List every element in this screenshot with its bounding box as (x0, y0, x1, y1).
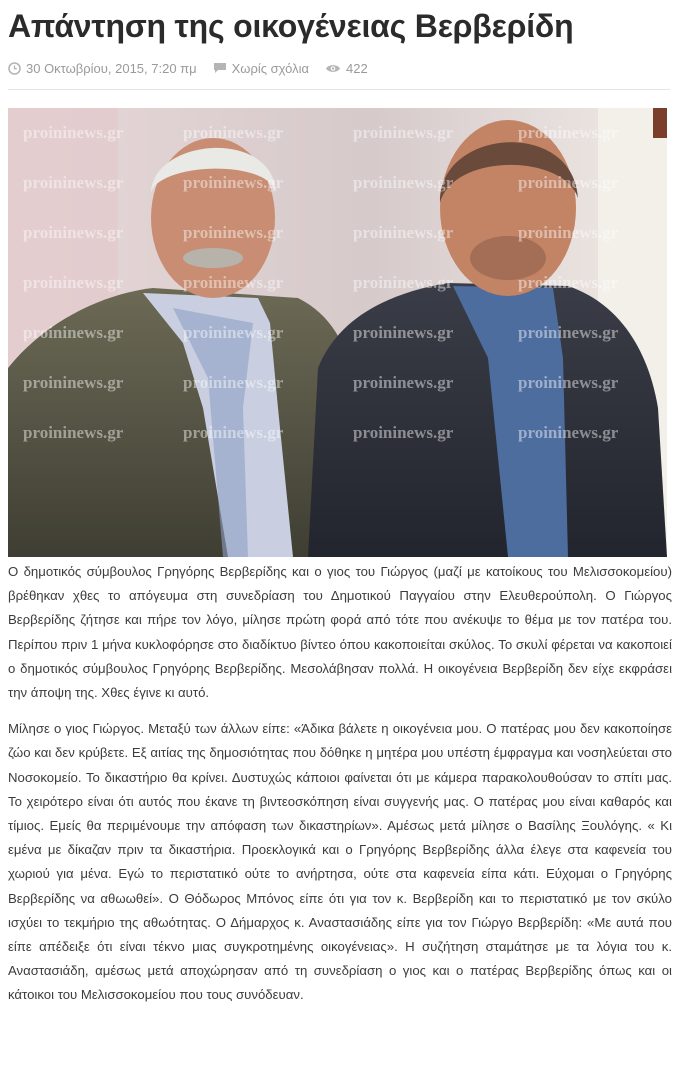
svg-text:proininews.gr: proininews.gr (23, 173, 124, 192)
svg-text:proininews.gr: proininews.gr (518, 273, 619, 292)
svg-text:proininews.gr: proininews.gr (23, 423, 124, 442)
divider (8, 89, 670, 90)
article-meta (8, 58, 378, 78)
svg-text:proininews.gr: proininews.gr (183, 223, 284, 242)
svg-text:proininews.gr: proininews.gr (353, 323, 454, 342)
article-title: Απάντηση της οικογένειας Βερβερίδη (8, 8, 574, 44)
meta-date-text: 30 Οκτωβρίου, 2015, 7:20 πμ (26, 60, 197, 76)
meta-comments-text[interactable]: Χωρίς σχόλια (231, 60, 309, 76)
svg-text:proininews.gr: proininews.gr (353, 223, 454, 242)
paragraph: Μίλησε ο γιος Γιώργος. Μεταξύ των άλλων είπε: «Άδικα βάλετε η οικογένεια μου. Ο πατέρας μου δεν κακοποίησε ζώο και δεν κρύβετε. Εξ αιτίας της δημοσιότητας που δόθηκε η μητέρα μου υπέστη έμφραγμα και νοσηλεύεται στο Νοσοκομείο. Το δικαστήριο θα κρίνει. Δυστυχώς κάποιοι φαίνεται ότι με κάμερα παρακολουθούσαν το σπίτι μας. Το χειρότερο είναι ότι αυτός που έκανε τη βιντεοσκόπηση είναι συγγενής μας. Ο πατέρας μου είναι καθαρός και τίμιος. Εμείς θα περιμένουμε την απόφαση των δικαστηρίων». Αμέσως μετά μίλησε ο Βασίλης Ξουλόγης. « Κι εμένα με δίκαζαν πριν τα δικαστήρια. Προεκλογικά και ο Γρηγόρης Βερβερίδης άλλα έλεγε στα καφενεία του χωριού για μένα. Εγώ το περιστατικό ούτε το ανήρτησα, ούτε στα καφενεία είπα κάτι. Εύχομαι ο Γρηγόρης Βερβερίδης να αθωωθεί». Ο Θόδωρος Μπόνος είπε ότι για τον κ. Βερβερίδη και το περιστατικό με τον σκύλο ισχύει το τεκμήριο της αθωότητας. Ο Δήμαρχος κ. Αναστασιάδης είπε για τον Γιώργο Βερβερίδη: «Με αυτά που είπε απέδειξε ότι είναι τέκνο μιας συγκροτημένης οικογένειας». Η συζήτηση σταμάτησε με τα λόγια του κ. Αναστασιάδη, αμέσως μετά αποχώρησαν από τη συνεδρίαση ο γιος και ο πατέρας Βερβερίδης όπως και οι κάτοικοι του Μελισσοκομείου που τους συνόδευαν. (8, 721, 672, 1003)
svg-text:proininews.gr: proininews.gr (23, 123, 124, 142)
article-body (8, 560, 672, 1020)
svg-text:proininews.gr: proininews.gr (353, 423, 454, 442)
svg-text:proininews.gr: proininews.gr (183, 323, 284, 342)
meta-date (8, 61, 197, 76)
svg-text:proininews.gr: proininews.gr (518, 373, 619, 392)
clock-icon (8, 62, 21, 75)
svg-text:proininews.gr: proininews.gr (183, 423, 284, 442)
svg-text:proininews.gr: proininews.gr (353, 373, 454, 392)
svg-text:proininews.gr: proininews.gr (183, 173, 284, 192)
svg-text:proininews.gr: proininews.gr (23, 373, 124, 392)
meta-views-count: 422 (346, 60, 368, 76)
paragraph: Ο δημοτικός σύμβουλος Γρηγόρης Βερβερίδης και ο γιος του Γιώργος (μαζί με κατοίκους του Μελισσοκομείου) βρέθηκαν χθες το απόγευμα στη συνεδρίαση του Δημοτικού Παγγαίου στην Ελευθερούπολη. Ο Γιώργος Βερβερίδης ζήτησε και πήρε τον λόγο, μίλησε πρώτη φορά από τότε που ανέκυψε το θέμα με τον πατέρα του. Περίπου πριν 1 μήνα κυκλοφόρησε στο διαδίκτυο βίντεο όπου κακοποιείται σκύλος. Το σκυλί φέρεται να κακοποιεί ο δημοτικός σύμβουλος Γρηγόρης Βερβερίδης. Μεσολάβησαν πολλά. Η οικογένεια Βερβερίδη δεν είχε εκφράσει την άποψη της. Χθες έγινε κι αυτό. (8, 564, 672, 701)
svg-text:proininews.gr: proininews.gr (23, 323, 124, 342)
meta-views (325, 61, 368, 76)
svg-text:proininews.gr: proininews.gr (183, 273, 284, 292)
svg-text:proininews.gr: proininews.gr (23, 223, 124, 242)
article-photo (8, 108, 667, 557)
comment-icon (213, 62, 227, 74)
svg-text:proininews.gr: proininews.gr (518, 223, 619, 242)
svg-text:proininews.gr: proininews.gr (353, 173, 454, 192)
svg-text:proininews.gr: proininews.gr (23, 273, 124, 292)
svg-text:proininews.gr: proininews.gr (518, 323, 619, 342)
svg-text:proininews.gr: proininews.gr (353, 273, 454, 292)
svg-text:proininews.gr: proininews.gr (518, 173, 619, 192)
svg-text:proininews.gr: proininews.gr (518, 423, 619, 442)
meta-comments[interactable] (213, 61, 309, 76)
svg-text:proininews.gr: proininews.gr (353, 123, 454, 142)
svg-text:proininews.gr: proininews.gr (183, 123, 284, 142)
eye-icon (325, 63, 341, 74)
svg-text:proininews.gr: proininews.gr (518, 123, 619, 142)
svg-text:proininews.gr: proininews.gr (183, 373, 284, 392)
